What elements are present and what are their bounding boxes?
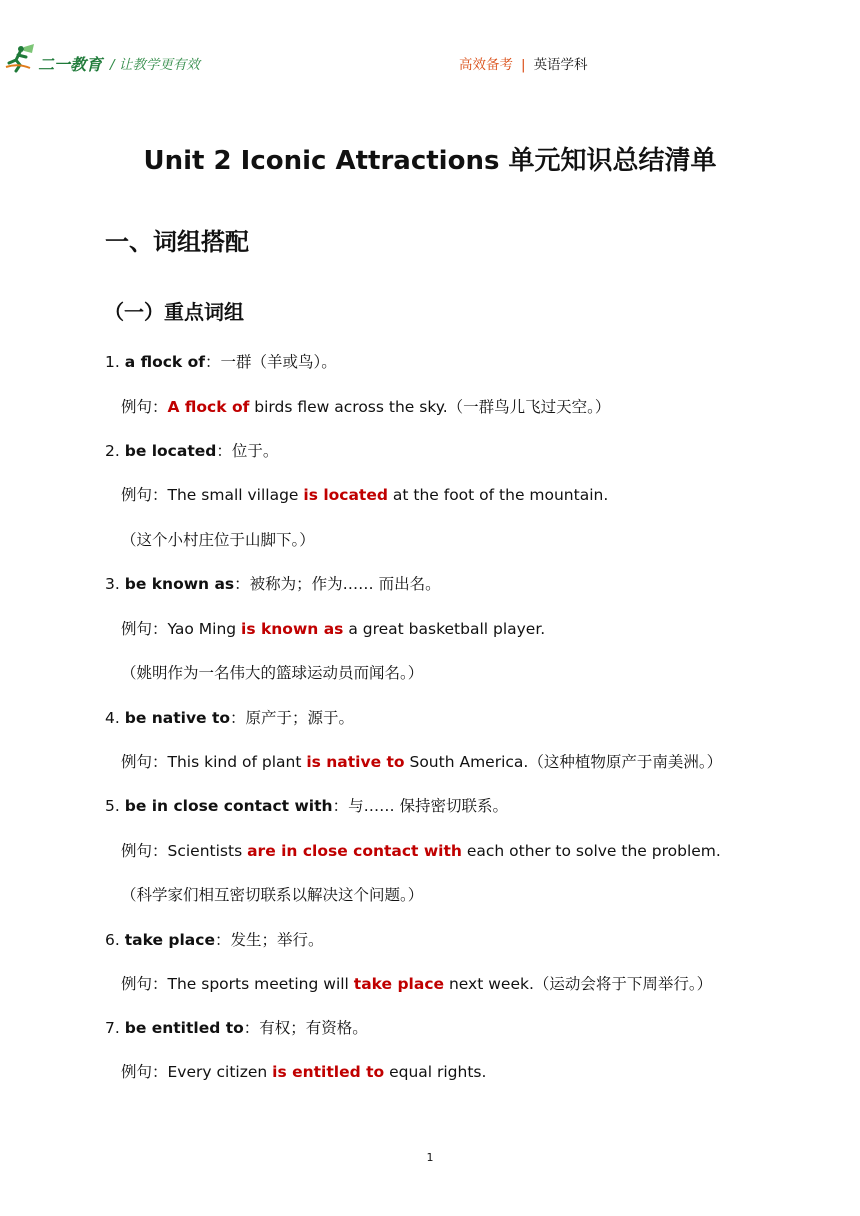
example-translation: （科学家们相互密切联系以解决这个问题。） bbox=[121, 886, 424, 904]
example-highlight: take place bbox=[353, 975, 445, 993]
example-translation: （姚明作为一名伟大的篮球运动员而闻名。） bbox=[121, 664, 424, 682]
entry-number: 1. bbox=[105, 353, 125, 371]
phrase-entry bbox=[105, 439, 278, 461]
phrase-term: take place bbox=[124, 931, 215, 949]
runner-logo-icon bbox=[4, 43, 38, 73]
entry-number: 4. bbox=[105, 709, 125, 727]
phrase-meaning: ：发生；举行。 bbox=[214, 931, 324, 949]
phrase-term: be native to bbox=[124, 709, 231, 727]
example-text-before: This kind of plant bbox=[167, 753, 307, 771]
example-text-after: a great basketball player. bbox=[343, 620, 546, 638]
example-text-before: Yao Ming bbox=[167, 620, 242, 638]
entry-number: 7. bbox=[105, 1019, 125, 1037]
example-text-before: The small village bbox=[167, 486, 304, 504]
phrase-meaning: ：被称为；作为…… 而出名。 bbox=[234, 575, 441, 593]
document-title: Unit 2 Iconic Attractions 单元知识总结清单 bbox=[143, 146, 717, 176]
entry-number: 3. bbox=[105, 575, 125, 593]
example-text-before: Scientists bbox=[167, 842, 248, 860]
phrase-meaning: ：有权；有资格。 bbox=[243, 1019, 368, 1037]
example-text-after: birds flew across the sky.（一群鸟儿飞过天空。） bbox=[249, 398, 611, 416]
example-prefix: 例句： bbox=[121, 753, 168, 771]
header-separator: | bbox=[521, 57, 526, 73]
example-sentence bbox=[121, 617, 545, 639]
subsection-heading: （一）重点词组 bbox=[104, 300, 244, 324]
phrase-entry bbox=[105, 1016, 368, 1038]
page-number: 1 bbox=[426, 1151, 434, 1164]
phrase-entry bbox=[105, 706, 354, 728]
example-sentence bbox=[121, 483, 608, 505]
example-text-after: next week.（运动会将于下周举行。） bbox=[444, 975, 713, 993]
example-highlight: A flock of bbox=[167, 398, 250, 416]
phrase-term: be known as bbox=[124, 575, 235, 593]
phrase-meaning: ：与…… 保持密切联系。 bbox=[332, 797, 508, 815]
example-highlight: are in close contact with bbox=[247, 842, 462, 860]
example-prefix: 例句： bbox=[121, 1063, 168, 1081]
example-text-before: The sports meeting will bbox=[167, 975, 354, 993]
brand-slogan: / 让教学更有效 bbox=[110, 57, 200, 73]
phrase-meaning: ：原产于；源于。 bbox=[230, 709, 355, 727]
example-text-before: Every citizen bbox=[167, 1063, 273, 1081]
example-highlight: is located bbox=[303, 486, 388, 504]
phrase-entry bbox=[105, 794, 508, 816]
header-tag-prep: 高效备考 bbox=[459, 57, 513, 73]
example-highlight: is known as bbox=[241, 620, 344, 638]
example-highlight: is native to bbox=[306, 753, 405, 771]
example-text-after: each other to solve the problem. bbox=[461, 842, 721, 860]
phrase-entry bbox=[105, 928, 323, 950]
entry-number: 5. bbox=[105, 797, 125, 815]
example-sentence bbox=[121, 839, 721, 861]
example-text-after: at the foot of the mountain. bbox=[387, 486, 609, 504]
entry-number: 6. bbox=[105, 931, 125, 949]
example-prefix: 例句： bbox=[121, 975, 168, 993]
example-text-after: equal rights. bbox=[384, 1063, 487, 1081]
example-sentence bbox=[121, 395, 610, 417]
entry-number: 2. bbox=[105, 442, 125, 460]
phrase-meaning: ：一群（羊或鸟）。 bbox=[205, 353, 337, 371]
example-prefix: 例句： bbox=[121, 620, 168, 638]
phrase-term: be in close contact with bbox=[124, 797, 333, 815]
example-sentence bbox=[121, 972, 712, 994]
phrase-entry bbox=[105, 572, 441, 594]
page-header bbox=[0, 40, 860, 80]
phrase-term: be entitled to bbox=[124, 1019, 244, 1037]
example-sentence bbox=[121, 1060, 486, 1082]
example-prefix: 例句： bbox=[121, 398, 168, 416]
example-prefix: 例句： bbox=[121, 486, 168, 504]
header-tag-subject: 英语学科 bbox=[533, 57, 588, 73]
example-highlight: is entitled to bbox=[272, 1063, 385, 1081]
phrase-meaning: ：位于。 bbox=[216, 442, 279, 460]
brand-name: 二一教育 bbox=[38, 55, 103, 74]
phrase-entry bbox=[105, 350, 337, 372]
example-text-after: South America.（这种植物原产于南美洲。） bbox=[404, 753, 723, 771]
phrase-term: be located bbox=[124, 442, 217, 460]
example-prefix: 例句： bbox=[121, 842, 168, 860]
example-translation: （这个小村庄位于山脚下。） bbox=[121, 531, 315, 549]
example-sentence bbox=[121, 750, 722, 772]
section-heading: 一、词组搭配 bbox=[105, 228, 249, 256]
phrase-term: a flock of bbox=[124, 353, 205, 371]
header-tags bbox=[459, 53, 588, 73]
